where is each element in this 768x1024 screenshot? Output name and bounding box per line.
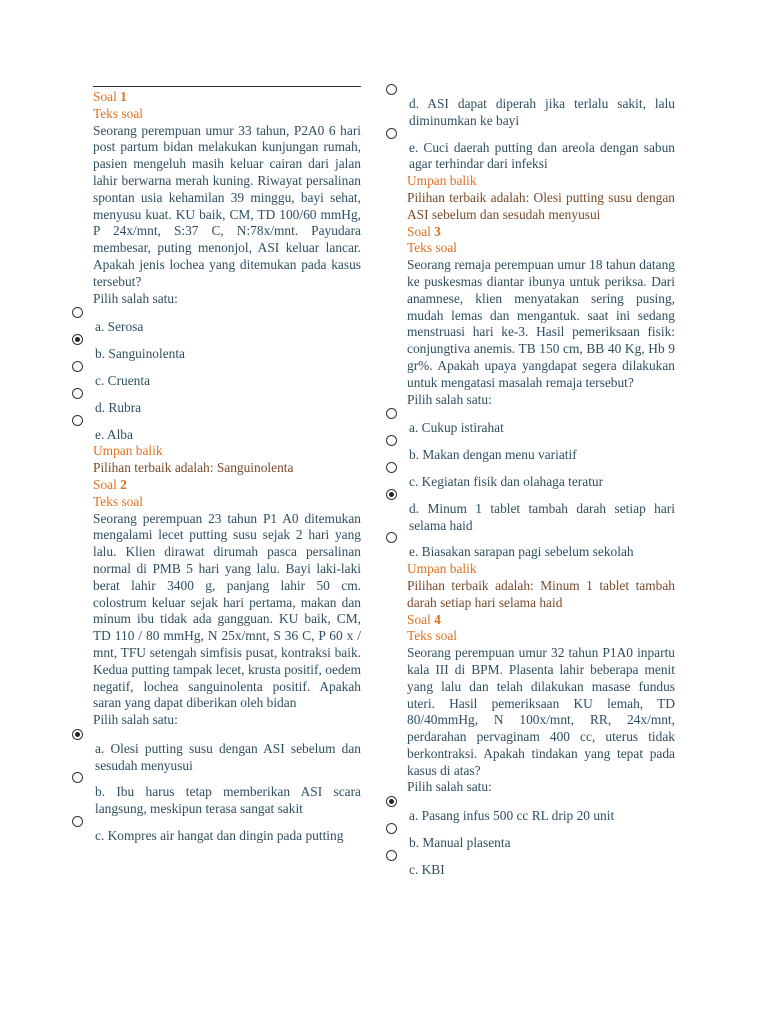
q2-option-b[interactable]: b. Ibu harus tetap memberikan ASI scara langsung, meskipun terasa sangat sakit	[95, 784, 361, 818]
q1-body: Seorang perempuan umur 33 tahun, P2A0 6 hari post partum bidan melakukan kunjungan rumah, pasien mengeluh masih keluar cairan dari jalan lahir berwarna merah kuning. Riwayat persalinan spontan usia kehamilan 39 minggu, bayi sehat, menyusu kuat. KU baik, CM, TD 100/60 mmHg, P 24x/mnt, S:37 C, N:78x/mnt. Payudara membesar, puting menonjol, ASI keluar lancar. Apakah jenis lochea yang ditemukan pada kasus tersebut?	[93, 122, 361, 289]
radio-selected-icon[interactable]	[72, 334, 83, 345]
q3-heading: Soal 3	[407, 223, 441, 239]
q1-heading: Soal 1	[93, 89, 127, 104]
radio-icon[interactable]	[386, 532, 397, 543]
q3-umpan-label: Umpan balik	[407, 561, 477, 577]
radio-icon[interactable]	[386, 128, 397, 139]
radio-icon[interactable]	[386, 435, 397, 446]
q4-pilih: Pilih salah satu:	[407, 779, 492, 795]
right-column	[407, 96, 675, 889]
q2-umpan-label: Umpan balik	[407, 173, 477, 189]
left-column	[93, 89, 361, 855]
q2-body: Seorang perempuan 23 tahun P1 A0 ditemukan mengalami lecet putting susu sejak 2 hari yang lalu. Klien dirawat dirumah pasca persalinan normal di PMB 5 hari yang lalu. Bayi laki-laki berat lahir 3400 g, panjang lahir 50 cm. colostrum keluar sejak hari pertama, makan dan minum ibu tidak ada gangguan. KU baik, CM, TD 110 / 80 mmHg, N 25x/mnt, S 36 C, P 60 x / mnt, TFU setengah simfisis pusat, kontraksi baik. Kedua putting tampak lecet, krusta positif, oedem negatif, lochea sanguinolenta positif. Apakah saran yang dapat diberikan oleh bidan	[93, 510, 361, 711]
q4-teks-label: Teks soal	[407, 628, 458, 644]
radio-icon[interactable]	[386, 823, 397, 834]
radio-icon[interactable]	[72, 772, 83, 783]
radio-icon[interactable]	[72, 816, 83, 827]
radio-icon[interactable]	[386, 462, 397, 473]
q3-body: Seorang remaja perempuan umur 18 tahun datang ke puskesmas diantar ibunya untuk periksa. Dari anamnese, klien menyatakan sering pusing, mudah lemas dan mengantuk. saat ini sedang menstruasi hari ke-3. Hasil pemeriksaan fisik: conjungtiva anemis. TB 150 cm, BB 40 Kg, Hb 9 gr%. Apakah upaya yangdapat segera dilakukan untuk mengatasi masalah remaja tersebut?	[407, 257, 675, 390]
q3-option-d[interactable]: d. Minum 1 tablet tambah darah setiap hari selama haid	[409, 501, 675, 535]
q3-pilih: Pilih salah satu:	[407, 391, 492, 407]
q4-option-a[interactable]: a. Pasang infus 500 cc RL drip 20 unit	[409, 808, 675, 825]
q2-option-a[interactable]: a. Olesi putting susu dengan ASI sebelum dan sesudah menyusui	[95, 741, 361, 775]
q2-heading: Soal 2	[93, 476, 127, 492]
q1-option-c[interactable]: c. Cruenta	[95, 373, 361, 390]
q3-option-a[interactable]: a. Cukup istirahat	[409, 420, 675, 437]
q2-option-d[interactable]: d. ASI dapat diperah jika terlalu sakit, lalu diminumkan ke bayi	[409, 96, 675, 130]
q2-teks-label: Teks soal	[93, 493, 144, 509]
q4-option-c[interactable]: c. KBI	[409, 862, 675, 879]
q1-option-e[interactable]: e. Alba	[95, 427, 361, 444]
q1-pilih: Pilih salah satu:	[93, 290, 178, 306]
q4-body: Seorang perempuan umur 32 tahun P1A0 inpartu kala III di BPM. Plasenta lahir beberapa menit yang lalu dan telah dilakukan masase fundus uteri. Hasil pemeriksaan KU lemah, TD 80/40mmHg, N 100x/mnt, RR, 24x/mnt, perdarahan pervaginam 400 cc, uterus tidak berkontraksi. Apakah tindakan yang tepat pada kasus di atas?	[407, 645, 675, 778]
radio-icon[interactable]	[386, 850, 397, 861]
q1-option-a[interactable]: a. Serosa	[95, 319, 361, 336]
radio-icon[interactable]	[386, 84, 397, 95]
radio-icon[interactable]	[72, 415, 83, 426]
radio-selected-icon[interactable]	[386, 489, 397, 500]
q1-option-b[interactable]: b. Sanguinolenta	[95, 346, 361, 363]
q3-teks-label: Teks soal	[407, 240, 458, 256]
q1-umpan-label: Umpan balik	[93, 443, 163, 459]
q2-option-c[interactable]: c. Kompres air hangat dan dingin pada putting	[95, 828, 361, 845]
q1-feedback: Pilihan terbaik adalah: Sanguinolenta	[93, 460, 294, 476]
q4-heading: Soal 4	[407, 611, 441, 627]
top-rule	[93, 86, 361, 87]
q3-option-c[interactable]: c. Kegiatan fisik dan olahaga teratur	[409, 474, 675, 491]
radio-selected-icon[interactable]	[72, 729, 83, 740]
radio-icon[interactable]	[72, 307, 83, 318]
radio-icon[interactable]	[386, 408, 397, 419]
q3-option-e[interactable]: e. Biasakan sarapan pagi sebelum sekolah	[409, 544, 675, 561]
q2-option-e[interactable]: e. Cuci daerah putting dan areola dengan sabun agar terhindar dari infeksi	[409, 140, 675, 174]
radio-selected-icon[interactable]	[386, 796, 397, 807]
radio-icon[interactable]	[72, 388, 83, 399]
q1-option-d[interactable]: d. Rubra	[95, 400, 361, 417]
q3-feedback: Pilihan terbaik adalah: Minum 1 tablet tambah darah setiap hari selama haid	[407, 577, 675, 610]
q3-option-b[interactable]: b. Makan dengan menu variatif	[409, 447, 675, 464]
q1-teks-label: Teks soal	[93, 105, 144, 121]
q2-feedback: Pilihan terbaik adalah: Olesi putting susu dengan ASI sebelum dan sesudah menyusui	[407, 189, 675, 222]
q4-option-b[interactable]: b. Manual plasenta	[409, 835, 675, 852]
q2-pilih: Pilih salah satu:	[93, 712, 178, 728]
radio-icon[interactable]	[72, 361, 83, 372]
